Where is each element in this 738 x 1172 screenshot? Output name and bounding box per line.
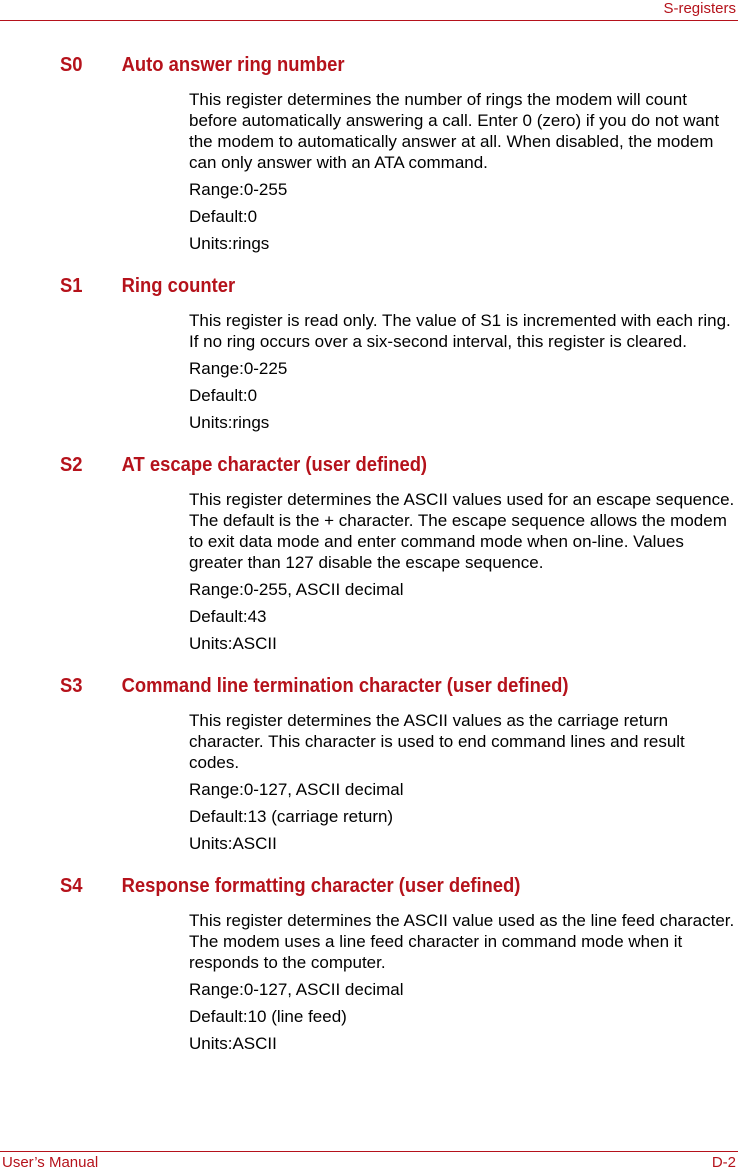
register-title: Ring counter [121, 274, 236, 297]
register-default: Default:13 (carriage return) [189, 807, 394, 826]
page-number: D-2 [711, 1154, 736, 1171]
register-units: Units:ASCII [189, 834, 277, 853]
register-units: Units:rings [189, 234, 270, 253]
register-section-s4 [60, 872, 736, 1054]
register-range: Range:0-255 [189, 180, 288, 199]
register-description: This register determines the ASCII values used for an escape sequence. The default is the + character. The escape sequence allows the modem to exit data mode and enter command mode when on-line. Values greater than 127 disable the escape sequence. [189, 490, 735, 572]
register-title: Auto answer ring number [121, 53, 345, 76]
section-heading [60, 51, 682, 79]
register-default: Default:43 [189, 607, 267, 626]
register-description: This register determines the number of rings the modem will count before automatically answering a call. Enter 0 (zero) if you do not want the modem to automatically answer at all. When disabled, the modem can only answer with an ATA command. [189, 90, 720, 172]
section-heading [60, 872, 682, 900]
register-default: Default:0 [189, 386, 258, 405]
register-range: Range:0-127, ASCII decimal [189, 780, 404, 799]
section-heading [60, 272, 682, 300]
register-code: S0 [60, 53, 83, 76]
register-code: S3 [60, 674, 83, 697]
register-range: Range:0-127, ASCII decimal [189, 980, 404, 999]
register-section-s2 [60, 451, 736, 654]
document-body [60, 51, 736, 1072]
register-units: Units:ASCII [189, 1034, 277, 1053]
register-section-s1 [60, 272, 736, 433]
running-header: S-registers [663, 0, 736, 17]
register-code: S1 [60, 274, 83, 297]
header-rule [0, 20, 738, 21]
section-heading [60, 451, 682, 479]
register-units: Units:rings [189, 413, 270, 432]
footer-rule [0, 1151, 738, 1152]
register-section-s3 [60, 672, 736, 854]
register-title: AT escape character (user defined) [121, 453, 428, 476]
register-range: Range:0-255, ASCII decimal [189, 580, 404, 599]
footer-manual-title: User’s Manual [2, 1154, 99, 1171]
register-title: Command line termination character (user defined) [121, 674, 569, 697]
register-section-s0 [60, 51, 736, 254]
register-code: S2 [60, 453, 83, 476]
register-description: This register determines the ASCII values as the carriage return character. This character is used to end command lines and result codes. [189, 711, 685, 772]
register-units: Units:ASCII [189, 634, 277, 653]
register-range: Range:0-225 [189, 359, 288, 378]
section-heading [60, 672, 682, 700]
register-title: Response formatting character (user defined) [121, 874, 521, 897]
register-default: Default:0 [189, 207, 258, 226]
register-code: S4 [60, 874, 83, 897]
register-default: Default:10 (line feed) [189, 1007, 347, 1026]
register-description: This register determines the ASCII value used as the line feed character. The modem uses a line feed character in command mode when it responds to the computer. [189, 911, 735, 972]
register-description: This register is read only. The value of S1 is incremented with each ring. If no ring occurs over a six-second interval, this register is cleared. [189, 311, 731, 351]
